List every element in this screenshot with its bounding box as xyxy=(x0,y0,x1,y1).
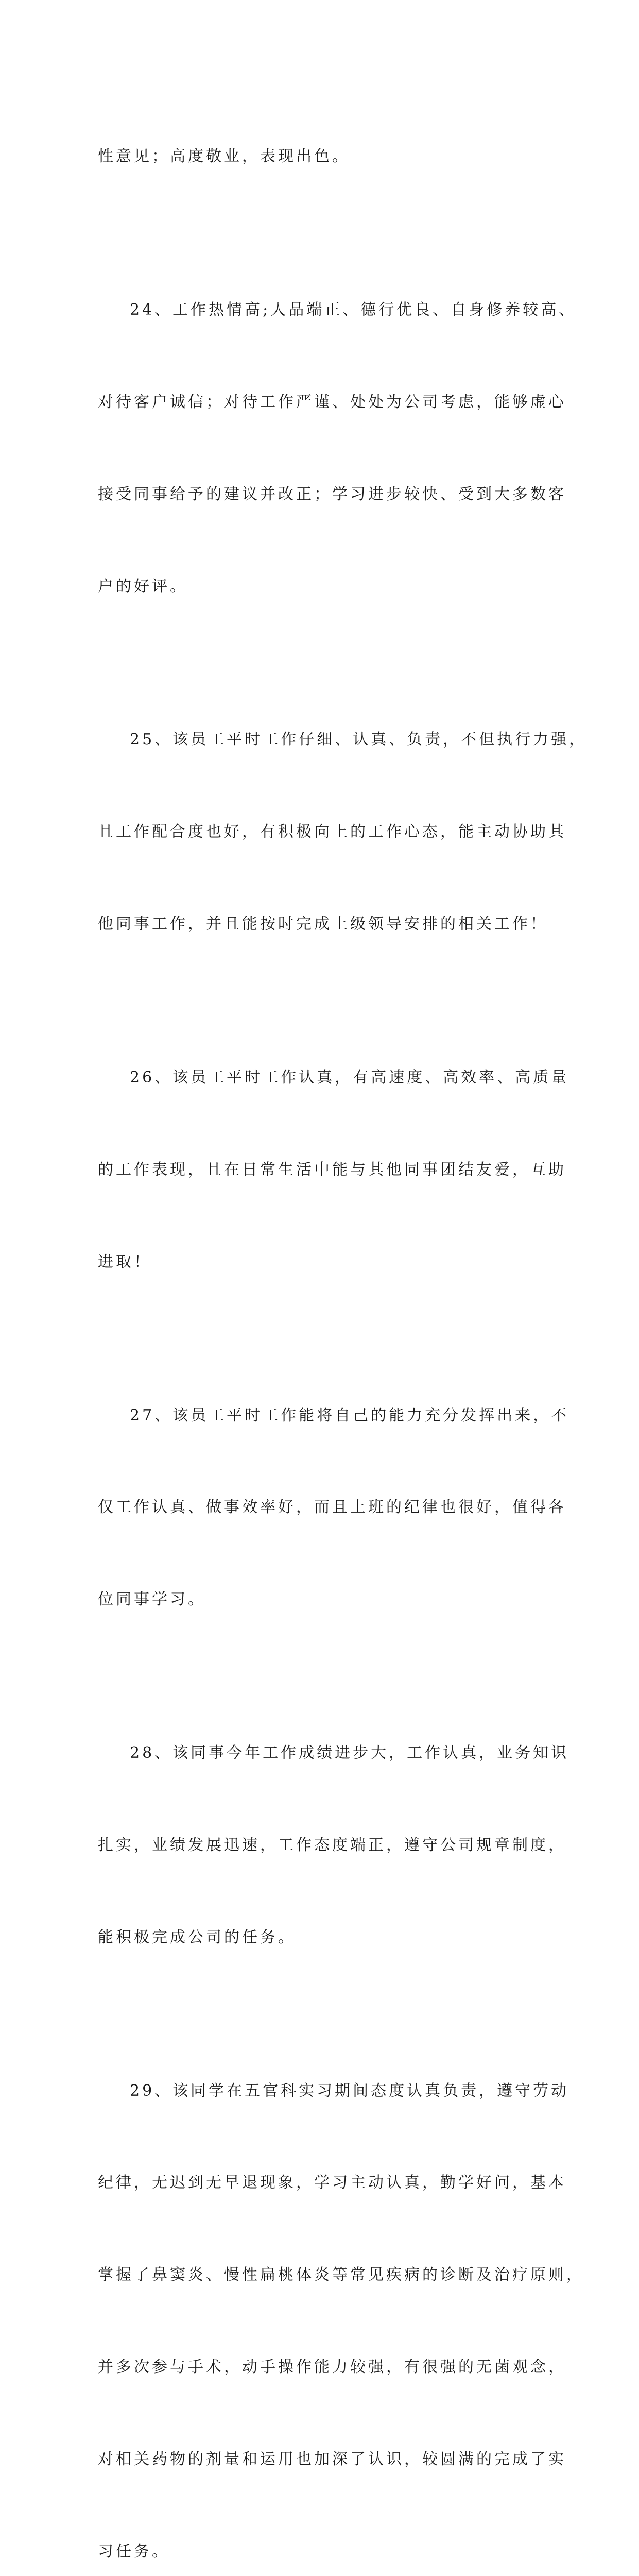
text-line: 能积极完成公司的任务。 xyxy=(98,1928,296,1946)
text-line: 仅工作认真、做事效率好，而且上班的纪律也很好，值得各 xyxy=(98,1498,566,1517)
text-line: 25、该员工平时工作仔细、认真、负责，不但执行力强， xyxy=(130,731,588,749)
text-line: 26、该员工平时工作认真，有高速度、高效率、高质量 xyxy=(130,1069,569,1087)
text-line: 习任务。 xyxy=(98,2542,170,2561)
text-line: 性意见；高度敬业，表现出色。 xyxy=(98,147,350,166)
text-line: 接受同事给予的建议并改正；学习进步较快、受到大多数客 xyxy=(98,485,566,503)
paragraph-continuation xyxy=(98,80,541,233)
text-line: 24、工作热情高;人品端正、德行优良、自身修养较高、 xyxy=(130,301,577,319)
text-line: 29、该同学在五官科实习期间态度认真负责，遵守劳动 xyxy=(130,2081,569,2100)
text-line: 的工作表现，且在日常生活中能与其他同事团结友爱，互助 xyxy=(98,1160,566,1179)
text-line: 扎实，业绩发展迅速，工作态度端正，遵守公司规章制度， xyxy=(98,1836,566,1854)
text-line: 对相关药物的剂量和运用也加深了认识，较圆满的完成了实 xyxy=(98,2450,566,2468)
paragraph-28 xyxy=(98,1676,569,2014)
text-line: 他同事工作，并且能按时完成上级领导安排的相关工作！ xyxy=(98,915,548,934)
text-line: 户的好评。 xyxy=(98,577,188,596)
text-line: 对待客户诚信；对待工作严谨、处处为公司考虑，能够虚心 xyxy=(98,393,566,411)
paragraph-29 xyxy=(98,2014,584,2576)
text-line: 并多次参与手术，动手操作能力较强，有很强的无菌观念， xyxy=(98,2358,566,2376)
text-line: 28、该同事今年工作成绩进步大，工作认真，业务知识 xyxy=(130,1744,569,1762)
text-line: 27、该员工平时工作能将自己的能力充分发挥出来，不 xyxy=(130,1406,569,1425)
text-line: 纪律，无迟到无早退现象，学习主动认真，勤学好问，基本 xyxy=(98,2174,566,2192)
paragraph-24 xyxy=(98,233,577,663)
paragraph-26 xyxy=(98,1001,569,1339)
text-line: 进取！ xyxy=(98,1252,152,1271)
document-body xyxy=(98,80,588,2576)
text-line: 位同事学习。 xyxy=(98,1590,206,1609)
paragraph-27 xyxy=(98,1338,569,1676)
paragraph-25 xyxy=(98,663,588,1001)
text-line: 掌握了鼻窦炎、慢性扁桃体炎等常见疾病的诊断及治疗原则， xyxy=(98,2266,584,2284)
text-line: 且工作配合度也好，有积极向上的工作心态，能主动协助其 xyxy=(98,823,566,841)
